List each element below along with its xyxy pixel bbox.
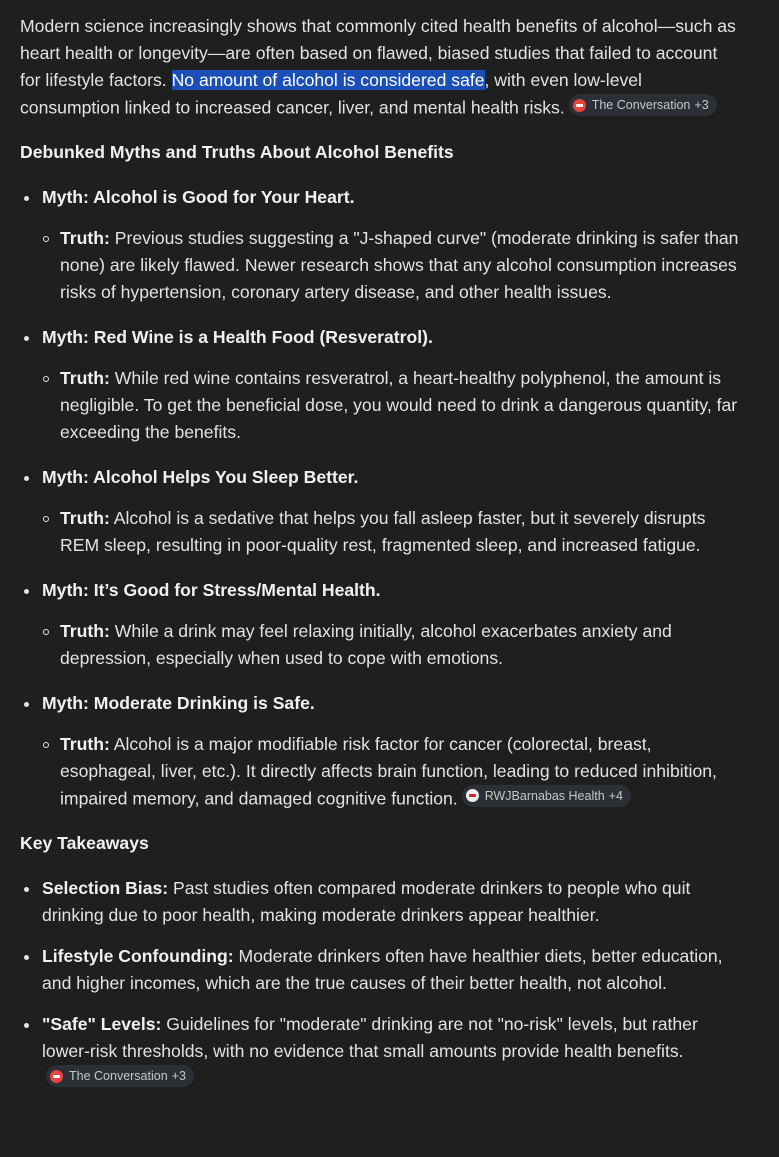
truth-list <box>42 505 740 559</box>
truth-text: Alcohol is a sedative that helps you fall asleep faster, but it severely disrupts REM sleep, resulting in poor-quality rest, fragmented sleep, and increased fatigue. <box>60 507 706 555</box>
section-heading-myths: Debunked Myths and Truths About Alcohol Benefits <box>20 141 454 162</box>
truth-label: Truth: <box>60 620 110 641</box>
citation-source: RWJBarnabas Health <box>484 788 605 803</box>
intro-paragraph <box>20 13 740 122</box>
truth-label: Truth: <box>60 227 110 248</box>
myths-list <box>20 184 740 813</box>
citation-source: The Conversation <box>69 1069 168 1083</box>
citation-chip[interactable] <box>46 1065 194 1087</box>
takeaway-text: Guidelines for "moderate" drinking are not "no-risk" levels, but rather lower-risk thresholds, with no evidence that small amounts provide health benefits. <box>42 1014 698 1061</box>
myth-item <box>20 690 740 813</box>
truth-text: While red wine contains resveratrol, a heart-healthy polyphenol, the amount is negligible. To get the beneficial dose, you would need to drink a dangerous quantity, far exceeding the benefits. <box>60 367 738 442</box>
takeaway-label: Selection Bias: <box>42 878 169 898</box>
takeaway-item <box>20 1011 740 1093</box>
truth-list <box>42 618 740 672</box>
myth-title: Myth: Alcohol Helps You Sleep Better. <box>42 466 359 487</box>
takeaway-item <box>20 943 740 997</box>
source-logo-icon <box>573 99 586 112</box>
citation-count: +3 <box>694 98 709 112</box>
citation-count: +4 <box>608 788 623 803</box>
takeaways-list <box>20 875 740 1093</box>
truth-list <box>42 365 740 446</box>
myth-item <box>20 184 740 306</box>
section-heading-takeaways: Key Takeaways <box>20 833 149 853</box>
intro-text-before: Modern science increasingly shows that commonly cited health benefits of alcohol—such as heart health or longevity—are often based on flawed, biased studies that failed to account for lifestyle factors. <box>20 16 736 90</box>
takeaway-label: Lifestyle Confounding: <box>42 946 234 966</box>
myth-item <box>20 324 740 446</box>
myth-title: Myth: Red Wine is a Health Food (Resveratrol). <box>42 326 433 347</box>
takeaway-item <box>20 875 740 929</box>
truth-item <box>42 731 740 813</box>
truth-label: Truth: <box>60 507 110 528</box>
truth-label: Truth: <box>60 733 110 754</box>
takeaway-label: "Safe" Levels: <box>42 1014 162 1034</box>
myth-title: Myth: It’s Good for Stress/Mental Health. <box>42 579 381 600</box>
truth-item <box>42 505 740 559</box>
citation-source: The Conversation <box>591 98 691 112</box>
source-logo-icon <box>50 1070 63 1083</box>
myth-item <box>20 464 740 559</box>
source-logo-icon <box>466 789 479 802</box>
takeaway-text: Past studies often compared moderate drinkers to people who quit drinking due to poor health, making moderate drinkers appear healthier. <box>42 878 691 925</box>
myth-title: Myth: Alcohol is Good for Your Heart. <box>42 186 355 207</box>
takeaway-text: Moderate drinkers often have healthier diets, better education, and higher incomes, which are the true causes of their better health, not alcohol. <box>42 946 723 993</box>
truth-text: Alcohol is a major modifiable risk factor for cancer (colorectal, breast, esophageal, liver, etc.). It directly affects brain function, leading to reduced inhibition, impaired memory, and damaged cognitive function. <box>60 733 717 808</box>
truth-text: While a drink may feel relaxing initially, alcohol exacerbates anxiety and depression, especially when used to cope with emotions. <box>60 620 672 668</box>
myth-title: Myth: Moderate Drinking is Safe. <box>42 692 315 713</box>
citation-count: +3 <box>171 1069 186 1083</box>
citation-chip[interactable] <box>569 94 717 116</box>
myth-item <box>20 577 740 672</box>
citation-chip[interactable] <box>462 785 631 807</box>
truth-item <box>42 365 740 446</box>
truth-text: Previous studies suggesting a "J-shaped curve" (moderate drinking is safer than none) are likely flawed. Newer research shows that any alcohol consumption increases risks of hypertension, coronary artery disease, and other health issues. <box>60 227 739 302</box>
highlighted-text[interactable]: No amount of alcohol is considered safe <box>171 70 485 90</box>
truth-label: Truth: <box>60 367 110 388</box>
truth-list <box>42 225 740 306</box>
truth-item <box>42 225 740 306</box>
intro-text-after: , with even low-level consumption linked to increased cancer, liver, and mental health risks. <box>20 70 642 118</box>
truth-item <box>42 618 740 672</box>
truth-list <box>42 731 740 813</box>
